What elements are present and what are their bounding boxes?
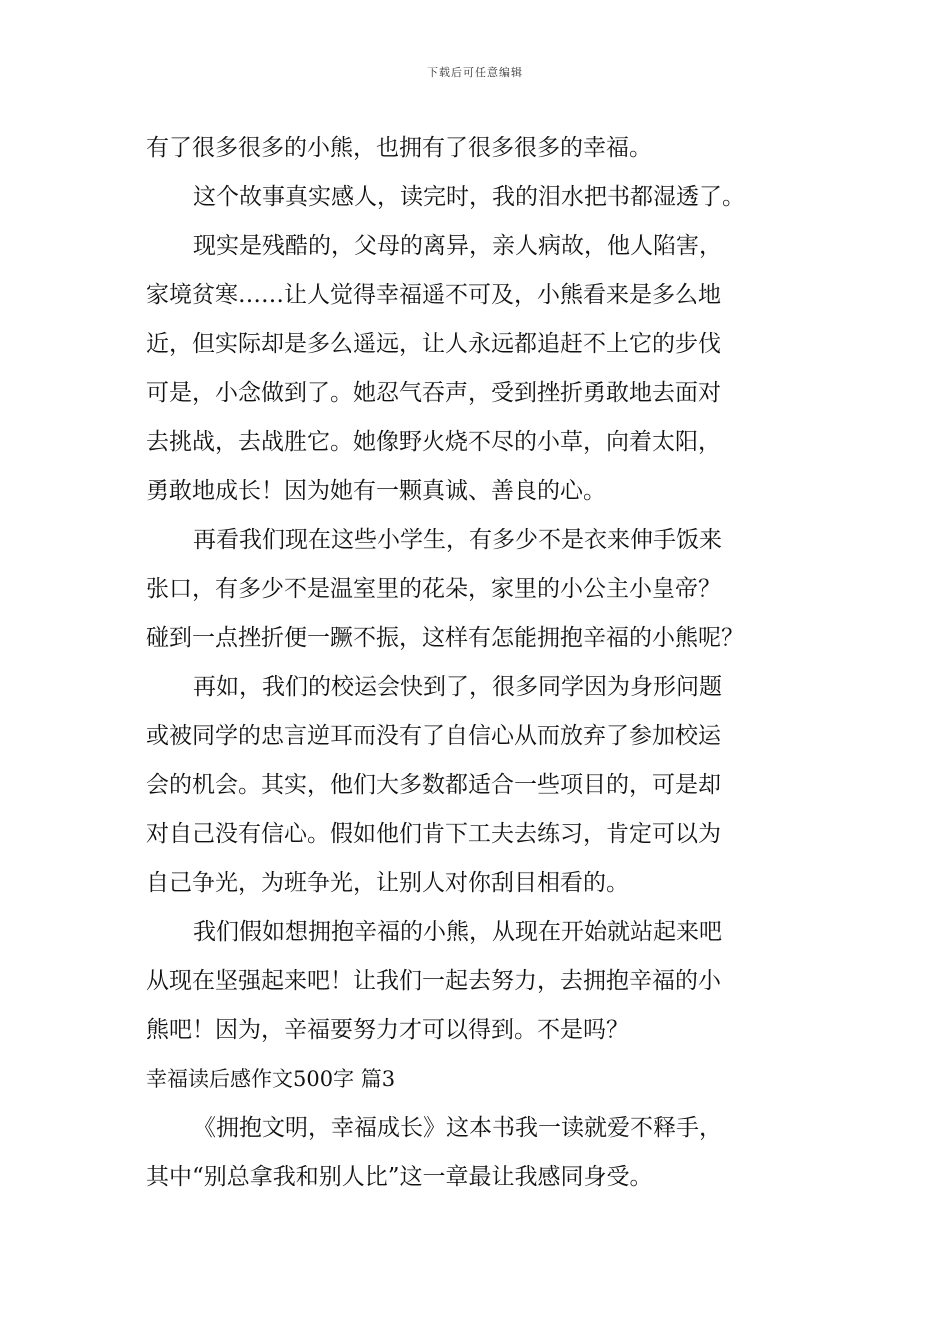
text-line: 去挑战，去战胜它。她像野火烧不尽的小草，向着太阳， [146,429,721,455]
text-line: 勇敢地成长！因为她有一颗真诚、善良的心。 [146,478,606,504]
paragraph [146,663,826,908]
paragraph [146,124,826,173]
section-heading: 幸福读后感作文500字 篇3 [146,1067,396,1091]
text-line: 对自己没有信心。假如他们肯下工夫去练习，肯定可以为 [146,821,721,847]
paragraphs [146,124,826,1055]
paragraph [146,908,826,1055]
paragraph [146,1104,826,1202]
text-line: 现实是残酷的，父母的离异，亲人病故，他人陷害， [193,233,722,259]
text-line: 《拥抱文明，幸福成长》这本书我一读就爱不释手， [193,1115,722,1141]
paragraph [146,516,826,663]
text-line: 再如，我们的校运会快到了，很多同学因为身形问题 [193,674,722,700]
page-header: 下载后可任意编辑 [427,66,523,79]
text-line: 近，但实际却是多么遥远，让人永远都追赶不上它的步伐 [146,331,721,357]
text-line: 这个故事真实感人，读完时，我的泪水把书都湿透了。 [193,184,745,210]
text-line: 家境贫寒……让人觉得幸福遥不可及，小熊看来是多么地 [146,282,721,308]
text-line: 我们假如想拥抱辛福的小熊，从现在开始就站起来吧 [193,919,722,945]
text-line: 或被同学的忠言逆耳而没有了自信心从而放弃了参加校运 [146,723,721,749]
text-line: 会的机会。其实，他们大多数都适合一些项目的，可是却 [146,772,721,798]
text-line: 有了很多很多的小熊，也拥有了很多很多的幸福。 [146,135,652,161]
text-line: 张口，有多少不是温室里的花朵，家里的小公主小皇帝？ [146,576,721,602]
text-line: 碰到一点挫折便一蹶不振，这样有怎能拥抱辛福的小熊呢？ [146,625,744,651]
text-line: 自己争光，为班争光，让别人对你刮目相看的。 [146,870,629,896]
text-line: 可是，小念做到了。她忍气吞声，受到挫折勇敢地去面对 [146,380,721,406]
text-line: 再看我们现在这些小学生，有多少不是衣来伸手饭来 [193,527,722,553]
text-line: 其中“别总拿我和别人比”这一章最让我感同身受。 [146,1164,653,1190]
paragraph [146,222,826,516]
document-body [146,124,826,1202]
section-paragraphs [146,1104,826,1202]
paragraph [146,173,826,222]
text-line: 从现在坚强起来吧！让我们一起去努力，去拥抱辛福的小 [146,968,721,994]
text-line: 熊吧！因为，辛福要努力才可以得到。不是吗？ [146,1017,629,1043]
